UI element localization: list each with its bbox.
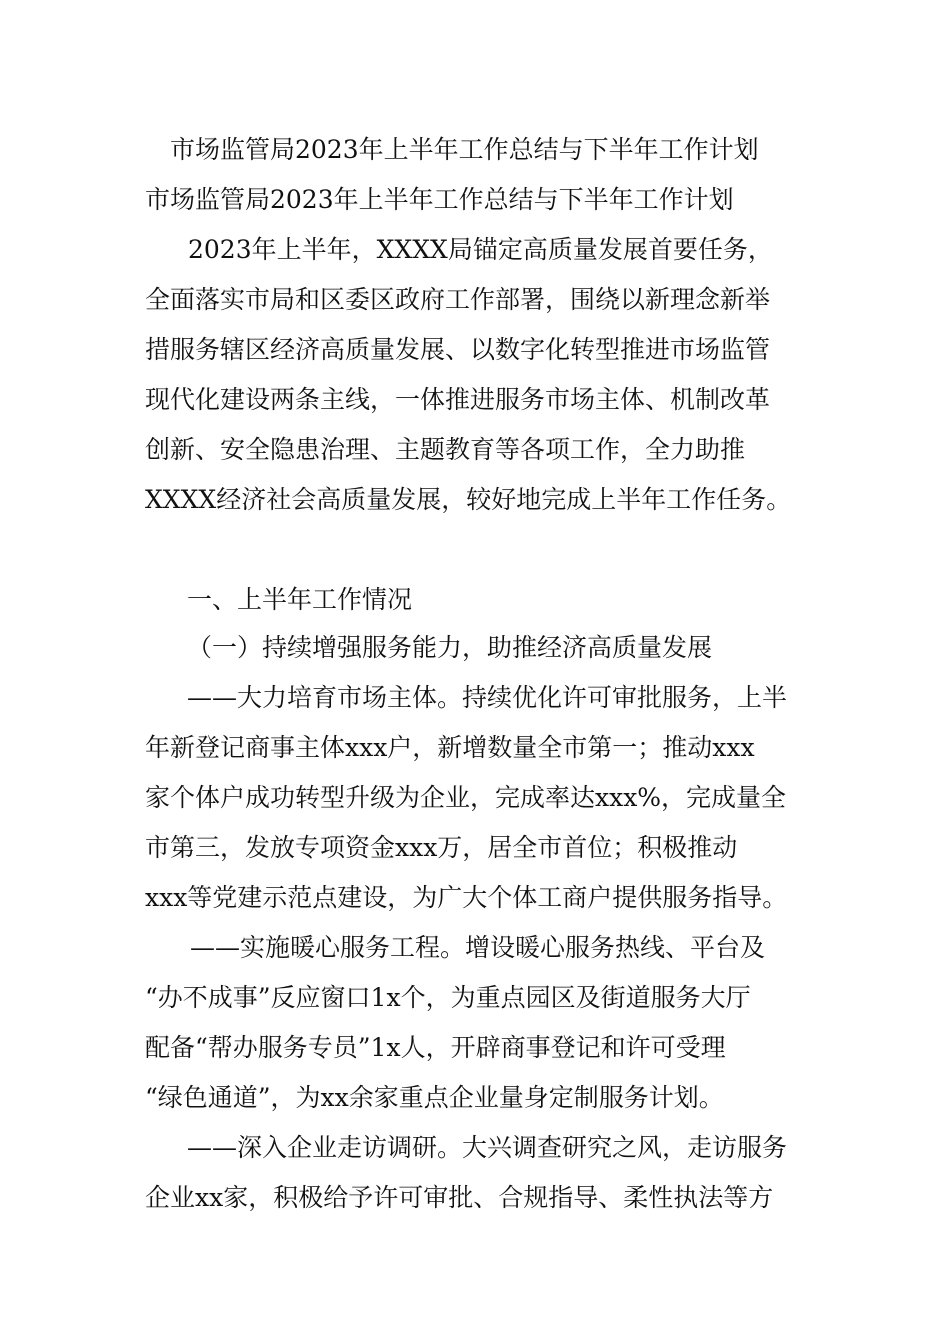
paragraph-line: ——大力培育市场主体。持续优化许可审批服务，上半: [187, 683, 788, 712]
paragraph-line: 配备“帮办服务专员”1x人，开辟商事登记和许可受理: [145, 1033, 726, 1062]
intro-line: 现代化建设两条主线，一体推进服务市场主体、机制改革: [145, 385, 771, 414]
paragraph-line: ——实施暖心服务工程。增设暖心服务热线、平台及: [190, 933, 766, 962]
intro-line: 创新、安全隐患治理、主题教育等各项工作，全力助推: [145, 435, 746, 464]
paragraph-line: “绿色通道”，为xx余家重点企业量身定制服务计划。: [145, 1083, 724, 1112]
intro-line: 2023年上半年，XXXX局锚定高质量发展首要任务，: [188, 235, 773, 264]
paragraph-line: 市第三，发放专项资金xxx万，居全市首位；积极推动: [145, 833, 738, 862]
intro-line: 措服务辖区经济高质量发展、以数字化转型推进市场监管: [145, 335, 771, 364]
section-heading: 一、上半年工作情况: [187, 585, 413, 614]
document-title-repeat: 市场监管局2023年上半年工作总结与下半年工作计划: [145, 185, 734, 214]
paragraph-line: 家个体户成功转型升级为企业，完成率达xxx%，完成量全: [145, 783, 787, 812]
document-title: 市场监管局2023年上半年工作总结与下半年工作计划: [170, 135, 759, 164]
intro-line: 全面落实市局和区委区政府工作部署，围绕以新理念新举: [145, 285, 771, 314]
paragraph-line: 企业xx家，积极给予许可审批、合规指导、柔性执法等方: [145, 1183, 774, 1212]
intro-line: XXXX经济社会高质量发展，较好地完成上半年工作任务。: [145, 485, 792, 514]
subsection-heading: （一）持续增强服务能力，助推经济高质量发展: [187, 633, 713, 662]
paragraph-line: “办不成事”反应窗口1x个，为重点园区及街道服务大厅: [145, 983, 751, 1012]
paragraph-line: 年新登记商事主体xxx户，新增数量全市第一；推动xxx: [145, 733, 755, 762]
paragraph-line: xxx等党建示范点建设，为广大个体工商户提供服务指导。: [145, 883, 788, 912]
paragraph-line: ——深入企业走访调研。大兴调查研究之风，走访服务: [187, 1133, 788, 1162]
